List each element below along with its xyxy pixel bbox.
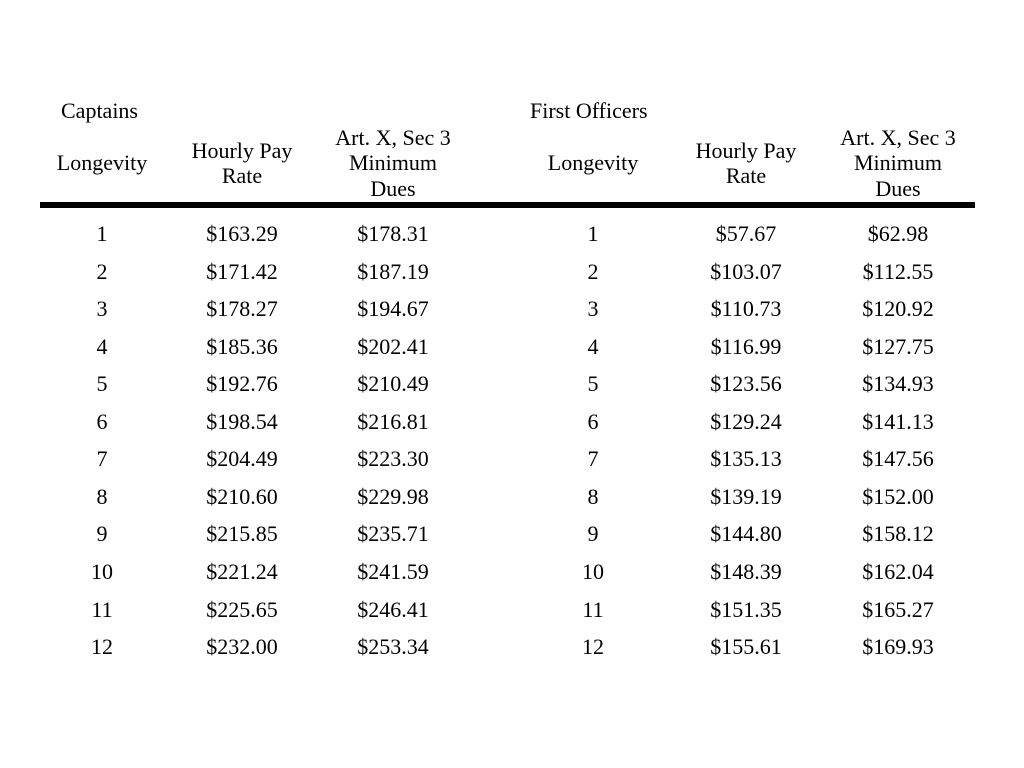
first-officers-pay-cell: $155.61	[710, 634, 782, 659]
captains-pay-cell: $215.85	[206, 521, 278, 547]
first-officers-longevity-cell: 5	[587, 371, 599, 397]
first-officers-longevity-cell: 1	[587, 221, 599, 246]
header-line: Longevity	[547, 150, 639, 176]
first-officers-longevity-cell: 9	[587, 521, 599, 547]
captains-pay-cell: $178.27	[206, 296, 278, 322]
captains-pay-cell: $210.60	[206, 483, 278, 509]
first-officers-pay-cell: $148.39	[710, 559, 782, 584]
captains-dues-cell: $216.81	[357, 408, 429, 434]
captains-longevity-cell: 11	[91, 596, 113, 622]
first-officers-longevity-cell: 12	[582, 634, 604, 659]
first-officers-dues-cell: $134.93	[862, 371, 934, 397]
first-officers-dues-cell: $141.13	[862, 408, 934, 434]
header-line: Art. X, Sec 3	[840, 124, 956, 150]
header-line: Rate	[725, 163, 767, 188]
first-officers-longevity-cell: 7	[587, 446, 599, 472]
captains-dues-cell: $241.59	[357, 559, 429, 584]
first-officers-dues-cell: $158.12	[862, 521, 934, 547]
captains-dues-cell: $178.31	[357, 221, 429, 246]
header-line: Minimum	[348, 150, 437, 176]
captains-longevity-cell: 7	[96, 446, 108, 472]
first-officers-longevity-cell: 6	[587, 408, 599, 434]
captains-longevity-cell: 9	[96, 521, 108, 547]
first-officers-pay-cell: $57.67	[715, 221, 777, 246]
first-officers-dues-cell: $112.55	[862, 258, 934, 284]
header-line: Hourly Pay	[191, 137, 293, 163]
first-officers-dues-cell: $120.92	[862, 296, 934, 322]
captains-dues-cell: $253.34	[357, 634, 429, 659]
captains-pay-cell: $225.65	[206, 596, 278, 622]
captains-longevity-cell: 3	[96, 296, 108, 322]
captains-pay-cell: $163.29	[206, 221, 278, 246]
captains-dues-header	[333, 124, 453, 202]
captains-dues-cell: $202.41	[357, 333, 429, 359]
first-officers-pay-cell: $144.80	[710, 521, 782, 547]
captains-section-title: Captains	[61, 98, 138, 123]
captains-pay-cell: $221.24	[206, 559, 278, 584]
first-officers-longevity-cell: 8	[587, 483, 599, 509]
first-officers-longevity-cell: 11	[582, 596, 604, 622]
first-officers-pay-cell: $116.99	[710, 333, 782, 359]
captains-longevity-cell: 8	[96, 483, 108, 509]
header-line: Rate	[221, 163, 263, 188]
first-officers-pay-cell: $129.24	[710, 408, 782, 434]
captains-longevity-cell: 4	[96, 333, 108, 359]
captains-pay-header	[182, 124, 302, 202]
captains-longevity-cell: 1	[96, 221, 108, 246]
header-line: Hourly Pay	[695, 137, 797, 163]
header-line: Longevity	[56, 150, 148, 176]
captains-longevity-cell: 2	[96, 258, 108, 284]
first-officers-pay-cell: $103.07	[710, 258, 782, 284]
first-officers-dues-cell: $162.04	[862, 559, 934, 584]
first-officers-dues-cell: $152.00	[862, 483, 934, 509]
first-officers-section-title: First Officers	[530, 98, 648, 123]
captains-dues-cell: $235.71	[357, 521, 429, 547]
first-officers-longevity-cell: 2	[587, 258, 599, 284]
header-divider-rule	[40, 202, 975, 208]
first-officers-dues-cell: $169.93	[862, 634, 934, 659]
captains-dues-cell: $229.98	[357, 483, 429, 509]
captains-longevity-cell: 5	[96, 371, 108, 397]
captains-pay-cell: $204.49	[206, 446, 278, 472]
header-line: Dues	[875, 175, 921, 201]
header-line: Minimum	[853, 150, 942, 176]
first-officers-dues-cell: $147.56	[862, 446, 934, 472]
captains-pay-cell: $185.36	[206, 333, 278, 359]
first-officers-longevity-cell: 3	[587, 296, 599, 322]
first-officers-pay-header	[686, 124, 806, 202]
captains-longevity-cell: 10	[91, 559, 113, 584]
captains-longevity-cell: 12	[91, 634, 113, 659]
captains-dues-cell: $246.41	[357, 596, 429, 622]
first-officers-pay-cell: $151.35	[710, 596, 782, 622]
first-officers-pay-cell: $110.73	[710, 296, 782, 322]
header-line: Dues	[370, 175, 416, 201]
captains-pay-cell: $171.42	[206, 258, 278, 284]
first-officers-longevity-cell: 4	[587, 333, 599, 359]
captains-dues-cell: $223.30	[357, 446, 429, 472]
first-officers-pay-cell: $135.13	[710, 446, 782, 472]
first-officers-longevity-cell: 10	[582, 559, 604, 584]
captains-longevity-header	[42, 124, 162, 202]
first-officers-dues-cell: $62.98	[867, 221, 929, 246]
first-officers-dues-header	[838, 124, 958, 202]
captains-dues-cell: $194.67	[357, 296, 429, 322]
header-line: Art. X, Sec 3	[335, 124, 451, 150]
first-officers-longevity-header	[533, 124, 653, 202]
captains-pay-cell: $198.54	[206, 408, 278, 434]
captains-pay-cell: $232.00	[206, 634, 278, 659]
first-officers-pay-cell: $123.56	[710, 371, 782, 397]
first-officers-pay-cell: $139.19	[710, 483, 782, 509]
captains-dues-cell: $187.19	[357, 258, 429, 284]
captains-longevity-cell: 6	[96, 408, 108, 434]
captains-dues-cell: $210.49	[357, 371, 429, 397]
captains-pay-cell: $192.76	[206, 371, 278, 397]
first-officers-dues-cell: $127.75	[862, 333, 934, 359]
first-officers-dues-cell: $165.27	[862, 596, 934, 622]
